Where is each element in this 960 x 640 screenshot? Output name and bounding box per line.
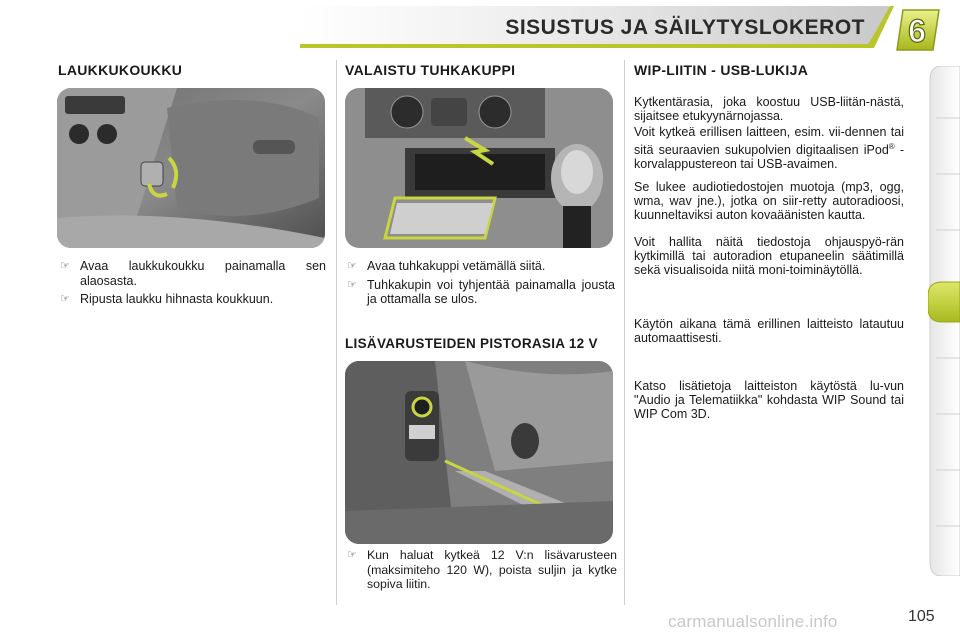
list-item: ☞ Kun haluat kytkeä 12 V:n lisävarusteen (maksimiteho 120 W), poista suljin ja kytke sopiva liitin. (347, 548, 617, 591)
power-socket-photo (345, 361, 613, 544)
wip-paragraph-2: Voit kytkeä erillisen laitteen, esim. vii-dennen tai sitä seuraavien sukupolvien digitaalisen iPod® -korvalappustereon tai USB-avaimen. (634, 125, 904, 171)
section-title-pistorasia: LISÄVARUSTEIDEN PISTORASIA 12 V (345, 336, 598, 351)
ashtray-photo (345, 88, 613, 248)
page-number: 105 (908, 608, 935, 625)
pointing-hand-icon: ☞ (60, 260, 70, 272)
list-item: ☞ Tuhkakupin voi tyhjentää painamalla jousta ja ottamalla se ulos. (347, 277, 615, 306)
list-item: ☞ Ripusta laukku hihnasta koukkuun. (60, 292, 274, 306)
wip-paragraph-1: Kytkentärasia, joka koostuu USB-liitän-nästä, sijaitsee etukyynärnojassa. (634, 95, 904, 123)
wip-paragraph-4: Voit hallita näitä tiedostoja ohjauspyö-rän kytkimillä tai autoradion etupaneelin säätimillä sekä visualisoida niitä moni-toiminäytöllä. (634, 235, 904, 277)
chapter-tabs (928, 66, 960, 576)
list-item: ☞ Avaa tuhkakuppi vetämällä siitä. (347, 259, 546, 273)
section-title-wip-liitin: WIP-LIITIN - USB-LUKIJA (634, 62, 809, 78)
pointing-hand-icon: ☞ (347, 278, 357, 291)
list-item: ☞ Avaa laukkukoukku painamalla sen alaosasta. (60, 259, 326, 288)
pointing-hand-icon: ☞ (60, 293, 70, 305)
section-title-laukkukoukku: LAUKKUKOUKKU (58, 62, 183, 78)
bag-hook-photo (57, 88, 325, 248)
wip-paragraph-5: Käytön aikana tämä erillinen laitteisto latautuu automaattisesti. (634, 317, 904, 345)
section-title-tuhkakuppi: VALAISTU TUHKAKUPPI (345, 62, 516, 78)
watermark: carmanualsonline.info (668, 612, 838, 631)
wip-paragraph-3: Se lukee audiotiedostojen muotoja (mp3, ogg, wma, wav jne.), jotka on siir-retty autoradioosi, kuunneltaviksi auton kovaäänisten kautta. (634, 180, 904, 222)
ashtray-instructions (345, 259, 615, 311)
chapter-number: 6 (908, 13, 926, 49)
wip-paragraph-6: Katso lisätietoja laitteiston käytöstä lu-vun "Audio ja Telematiikka" kohdasta WIP Sound tai WIP Com 3D. (634, 379, 904, 421)
page-title: SISUSTUS JA SÄILYTYSLOKEROT (505, 16, 865, 39)
column-divider (624, 60, 625, 605)
bag-hook-instructions (58, 259, 326, 311)
power-socket-instructions (345, 548, 617, 596)
column-divider (336, 60, 337, 605)
pointing-hand-icon: ☞ (347, 549, 357, 561)
pointing-hand-icon: ☞ (347, 260, 357, 272)
chapter-badge (895, 8, 941, 52)
registered-mark: ® (888, 141, 895, 151)
